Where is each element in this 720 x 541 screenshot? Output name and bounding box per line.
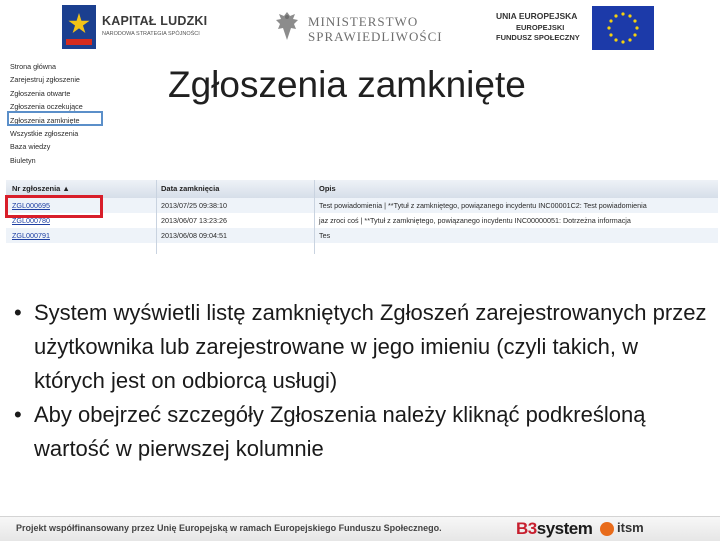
column-divider [314, 180, 315, 254]
ticket-number-link[interactable]: ZGL000791 [12, 231, 50, 240]
page-title: Zgłoszenia zamknięte [168, 64, 526, 105]
header-logos [0, 0, 720, 55]
table-row[interactable] [6, 198, 718, 213]
footer-funding-text: Projekt współfinansowany przez Unię Europejską w ramach Europejskiego Funduszu Społecznego. [16, 523, 442, 533]
itsm-circle-icon [600, 522, 614, 536]
close-date: 2013/06/08 09:04:51 [161, 231, 227, 240]
instructions-list [12, 296, 712, 466]
nav-item-knowledge-base[interactable]: Baza wiedzy [10, 142, 51, 152]
bullet-icon: • [14, 300, 22, 325]
description: Test powiadomienia | **Tytuł z zamkniętego, powiązanego incydentu INC00001C2: Test powiadomienia [319, 201, 647, 210]
table-row[interactable] [6, 213, 718, 228]
table-header [6, 180, 718, 199]
nav-item-open[interactable]: Zgłoszenia otwarte [10, 88, 71, 98]
ticket-number-highlight [5, 195, 103, 218]
bullet-icon: • [14, 402, 22, 427]
ticket-number-link[interactable]: ZGL000695 [12, 201, 50, 210]
kapital-ludzki-logo [62, 0, 212, 55]
description: jaz zroci coś | **Tytuł z zamkniętego, powiązanego incydentu INC00000051: Dotrzeżna informacja [319, 216, 631, 225]
selected-nav-highlight [7, 111, 103, 126]
table-row[interactable] [6, 228, 718, 243]
ticket-number-link[interactable]: ZGL000780 [12, 216, 50, 225]
eagle-emblem-icon [274, 10, 300, 42]
nav-item-pending[interactable]: Zgłoszenia oczekujące [10, 102, 83, 112]
kapital-ludzki-mark [62, 5, 96, 49]
eu-logo [494, 0, 660, 55]
nav-item-bulletin[interactable]: Biuletyn [10, 155, 36, 165]
footer-bar [0, 516, 720, 541]
nav-item-home[interactable]: Strona główna [10, 62, 56, 71]
column-header-description[interactable]: Opis [319, 184, 336, 193]
instruction-text: System wyświetli listę zamkniętych Zgłoszeń zarejestrowanych przez użytkownika lub zarejestrowane w jego imieniu (czyli takich, w których jest on odbiorcą usługi) [34, 300, 707, 393]
column-header-ticket-number[interactable]: Nr zgłoszenia ▲ [12, 184, 70, 193]
ministry-name-line1: MINISTERSTWO [308, 14, 419, 29]
b3system-logo: B3system [516, 519, 593, 538]
ministry-logo [272, 0, 443, 55]
instruction-item [12, 398, 712, 466]
instruction-text: Aby obejrzeć szczegóły Zgłoszenia należy kliknąć podkreśloną wartość w pierwszej kolumnie [34, 402, 646, 461]
eu-subtitle-2: FUNDUSZ SPOŁECZNY [496, 33, 580, 42]
closed-tickets-table [6, 180, 718, 254]
description: Tes [319, 231, 331, 240]
kapital-ludzki-subtitle: NARODOWA STRATEGIA SPÓJNOŚCI [102, 31, 200, 37]
nav-item-closed[interactable]: Zgłoszenia zamknięte [10, 115, 80, 125]
eu-subtitle-1: EUROPEJSKI [516, 23, 565, 32]
ministry-name-line2: SPRAWIEDLIWOŚCI [308, 29, 443, 44]
itsm-logo: itsm [600, 520, 660, 540]
nav-item-all[interactable]: Wszystkie zgłoszenia [10, 128, 79, 138]
close-date: 2013/07/25 09:38:10 [161, 201, 227, 210]
instruction-item [12, 296, 712, 398]
column-header-close-date[interactable]: Data zamknięcia [161, 184, 220, 193]
nav-item-register[interactable]: Zarejestruj zgłoszenie [10, 75, 80, 85]
column-divider [156, 180, 157, 254]
eu-title: UNIA EUROPEJSKA [496, 11, 578, 21]
eu-flag-icon [592, 6, 654, 50]
kapital-ludzki-title: KAPITAŁ LUDZKI [102, 14, 208, 28]
close-date: 2013/06/07 13:23:26 [161, 216, 227, 225]
